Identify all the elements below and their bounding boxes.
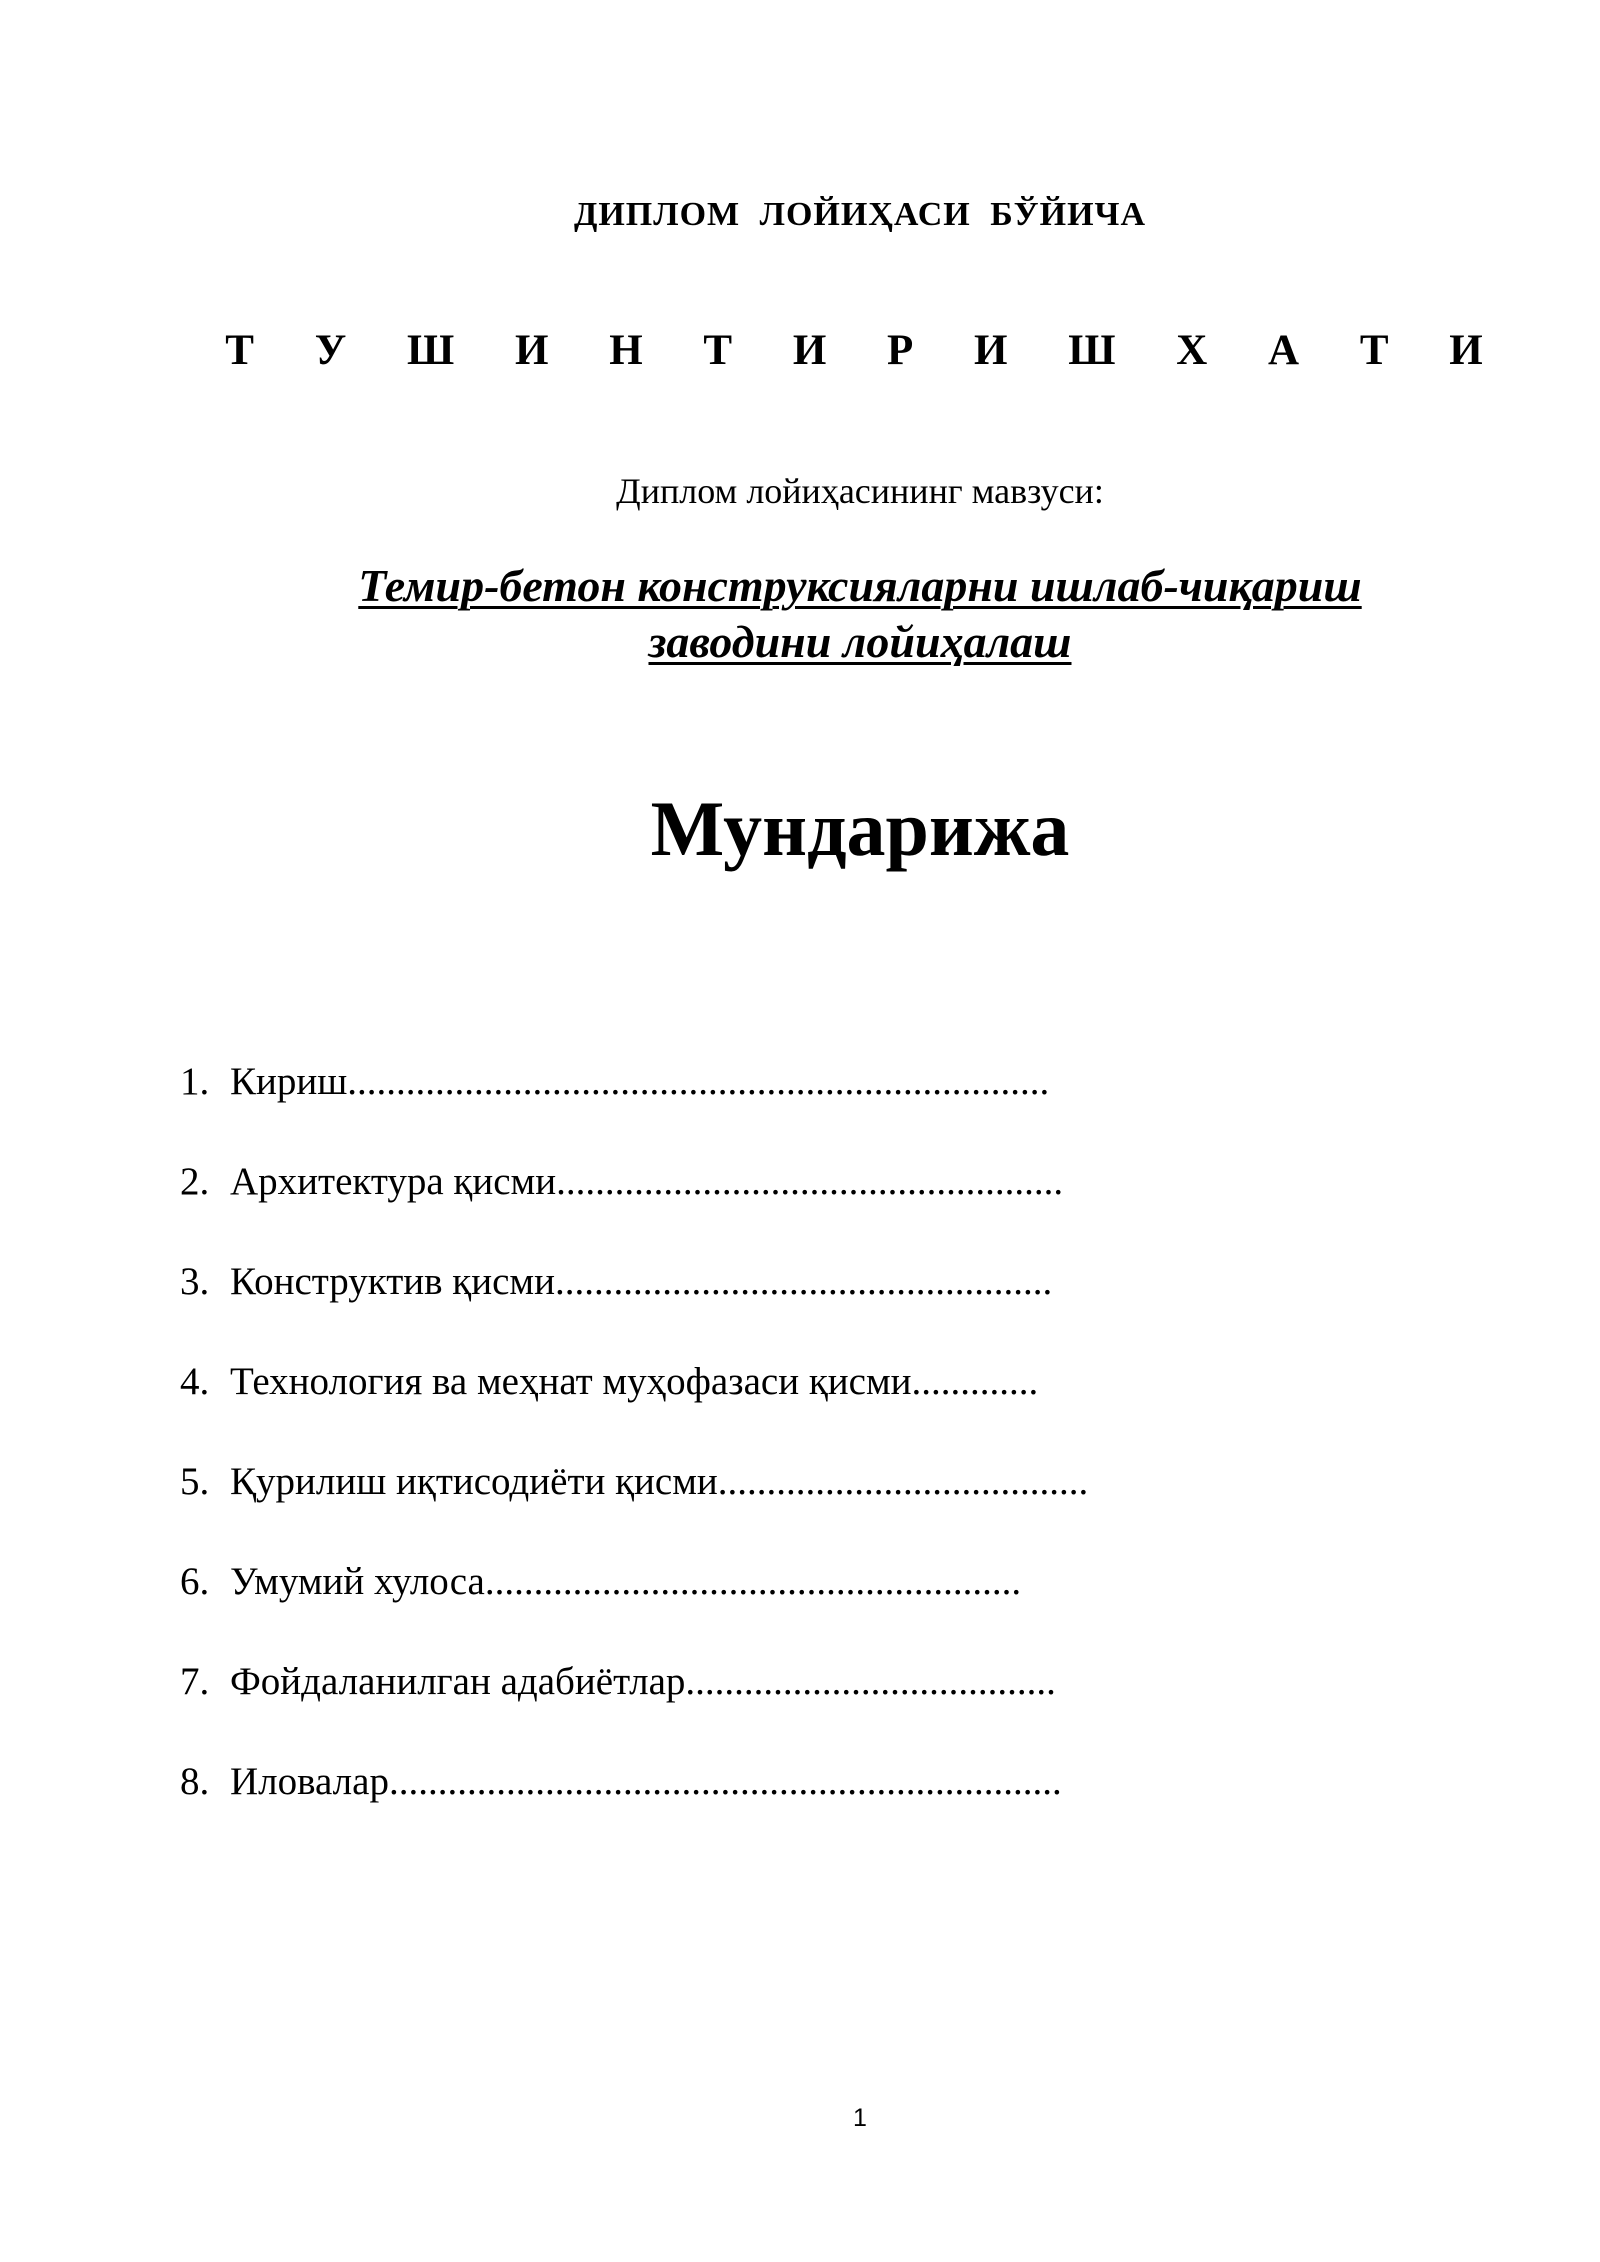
toc-item-number: 4. bbox=[180, 1360, 210, 1403]
toc-item bbox=[180, 1452, 1480, 1552]
toc-item-number: 2. bbox=[180, 1160, 210, 1203]
toc-item-text: Иловалар..................................................................... bbox=[230, 1760, 1062, 1803]
toc-item bbox=[180, 1352, 1480, 1452]
toc-item-text: Кириш........................................................................ bbox=[230, 1060, 1050, 1103]
toc-item-number: 5. bbox=[180, 1460, 210, 1503]
toc-item-text: Фойдаланилган адабиётлар...................................... bbox=[230, 1660, 1056, 1703]
toc-title: Мундарижа bbox=[650, 785, 1070, 872]
toc-item bbox=[180, 1052, 1480, 1152]
toc-item-number: 6. bbox=[180, 1560, 210, 1603]
toc-item-text: Технология ва меҳнат муҳофазаси қисми............. bbox=[230, 1360, 1039, 1403]
toc-item bbox=[180, 1552, 1480, 1652]
toc-item bbox=[180, 1252, 1480, 1352]
topic-label: Диплом лойиҳасининг мавзуси: bbox=[616, 471, 1104, 511]
toc-item-number: 3. bbox=[180, 1260, 210, 1303]
document-heading: ДИПЛОМ ЛОЙИҲАСИ БЎЙИЧА bbox=[573, 196, 1147, 233]
toc-item-number: 1. bbox=[180, 1060, 210, 1103]
toc-item-number: 7. bbox=[180, 1660, 210, 1703]
toc-item bbox=[180, 1652, 1480, 1752]
topic-title bbox=[250, 558, 1470, 670]
toc-item bbox=[180, 1152, 1480, 1252]
toc-item-number: 8. bbox=[180, 1760, 210, 1803]
topic-title-line-1: Темир-бетон конструксияларни ишлаб-чиқариш bbox=[358, 560, 1362, 611]
toc-item-text: Қурилиш иқтисодиёти қисми...................................... bbox=[230, 1460, 1089, 1503]
toc-item-text: Умумий хулоса....................................................... bbox=[230, 1560, 1022, 1603]
toc-item-text: Конструктив қисми................................................... bbox=[230, 1260, 1053, 1303]
document-subheading: Т У Ш И Н Т И Р И Ш Х А Т И bbox=[225, 327, 1495, 374]
toc-item-text: Архитектура қисми.................................................... bbox=[230, 1160, 1064, 1203]
table-of-contents bbox=[180, 1052, 1480, 1852]
page-number: 1 bbox=[853, 2104, 867, 2132]
topic-title-line-2: заводини лойиҳалаш bbox=[648, 616, 1072, 667]
toc-item bbox=[180, 1752, 1480, 1852]
